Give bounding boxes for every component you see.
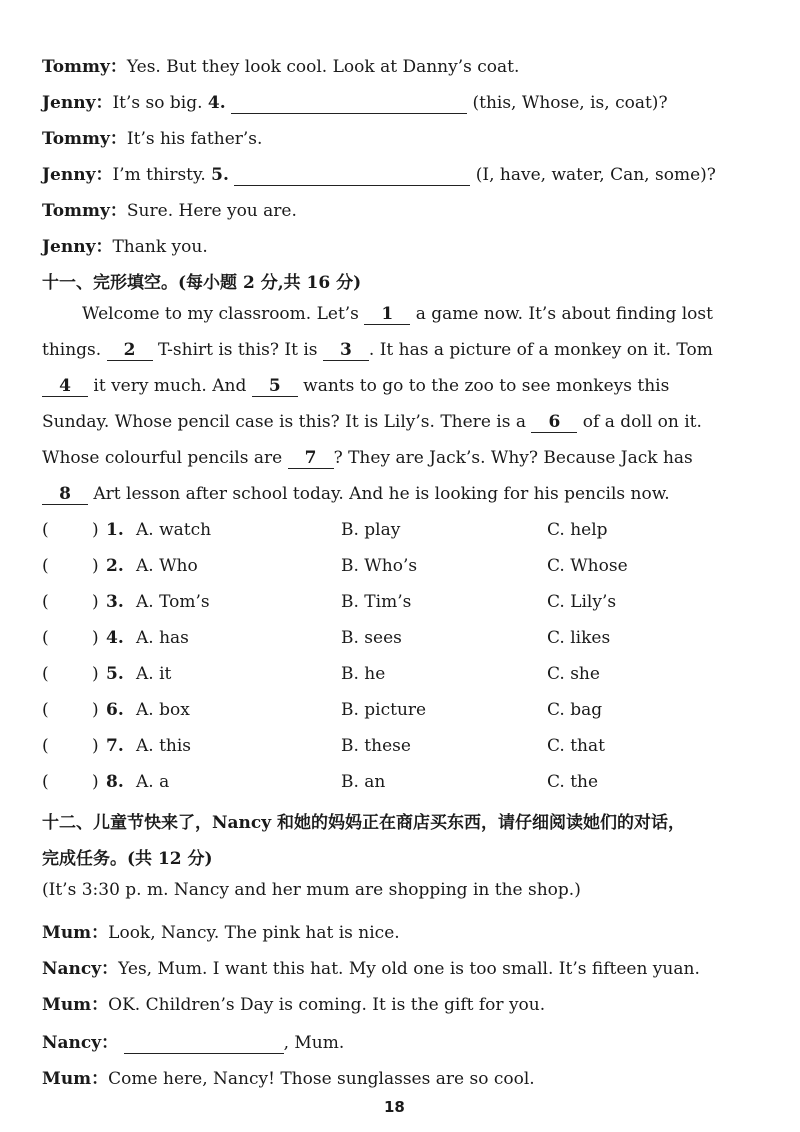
dialogue-line: Mum：Look, Nancy. The pink hat is nice. [42,923,400,943]
option-c: C. Whose [547,556,628,576]
question-number: 5. [211,165,229,185]
word-hint: (I, have, water, Can, some)? [475,165,716,185]
dialogue-line: Nancy：Yes, Mum. I want this hat. My old one is too small. It’s fifteen yuan. [42,959,700,979]
option-a: A. Who [136,556,198,576]
option-a: A. watch [136,520,212,540]
dialogue-line: Mum：Come here, Nancy! Those sunglasses are so cool. [42,1069,535,1089]
option-a: A. box [136,700,190,720]
dialogue-line: Nancy： , Mum. [42,1033,345,1053]
option-b: B. picture [341,700,427,720]
dialogue-line: Tommy：Sure. Here you are. [42,201,297,221]
line-text: Yes, Mum. I want this hat. My old one is too small. It’s fifteen yuan. [118,959,700,979]
dialogue-line: Tommy：Yes. But they look cool. Look at Danny’s coat. [42,57,520,77]
line-text: Thank you. [112,237,208,257]
dialogue-line: Mum：OK. Children’s Day is coming. It is the gift for you. [42,995,546,1015]
question-number: 2. [106,556,124,576]
answer-blank[interactable] [124,1033,284,1054]
answer-paren-open[interactable]: ( [42,772,49,792]
dialogue-line: Jenny：I’m thirsty. 5. (I, have, water, Can, some)? [42,165,716,185]
answer-paren-close[interactable]: ) [92,736,99,756]
cloze-line: 8 Art lesson after school today. And he is looking for his pencils now. [42,484,758,505]
option-c: C. likes [547,628,611,648]
option-c: C. that [547,736,605,756]
speaker: Jenny [42,165,96,185]
dialogue-line: Jenny：Thank you. [42,237,208,257]
answer-blank[interactable] [234,165,470,186]
cloze-blank[interactable]: 5 [252,376,298,397]
line-text: It’s his father’s. [126,129,263,149]
line-text: I’m thirsty. [112,165,206,185]
answer-paren-close[interactable]: ) [92,628,99,648]
question-number: 4. [207,93,226,113]
cloze-blank[interactable]: 6 [531,412,577,433]
page-number: 18 [384,1098,405,1116]
speaker: Tommy [42,57,110,77]
answer-paren-close[interactable]: ) [92,592,99,612]
cloze-line: things. 2 T-shirt is this? It is 3 . It has a picture of a monkey on it. Tom [42,340,713,360]
question-number: 6. [106,700,124,720]
cloze-blank[interactable]: 7 [288,448,334,469]
answer-paren-open[interactable]: ( [42,700,49,720]
answer-paren-open[interactable]: ( [42,520,49,540]
cloze-line: 4 it very much. And 5 wants to go to the zoo to see monkeys this [42,376,758,397]
speaker: Tommy [42,201,110,221]
option-c: C. help [547,520,608,540]
scene-intro: (It’s 3:30 p. m. Nancy and her mum are shopping in the shop.) [42,880,581,900]
option-b: B. play [341,520,401,540]
speaker: Nancy [42,1033,102,1053]
option-a: A. Tom’s [136,592,210,612]
answer-blank[interactable] [231,93,467,114]
answer-paren-open[interactable]: ( [42,592,49,612]
speaker: Nancy [42,959,102,979]
line-text: Come here, Nancy! Those sunglasses are so cool. [108,1069,535,1089]
speaker: Mum [42,923,92,943]
dialogue-line: Tommy：It’s his father’s. [42,129,263,149]
option-b: B. he [341,664,386,684]
answer-paren-open[interactable]: ( [42,556,49,576]
question-number: 7. [106,736,124,756]
question-number: 3. [106,592,124,612]
cloze-blank[interactable]: 3 [323,340,369,361]
section-12-title: 十二、儿童节快来了，Nancy 和她的妈妈正在商店买东西，请仔细阅读她们的对话， [42,813,686,833]
answer-paren-close[interactable]: ) [92,520,99,540]
cloze-blank[interactable]: 2 [107,340,153,361]
option-b: B. Tim’s [341,592,412,612]
option-b: B. sees [341,628,402,648]
section-11-title: 十一、完形填空。(每小题 2 分,共 16 分) [42,273,362,293]
cloze-blank[interactable]: 8 [42,484,88,505]
answer-paren-open[interactable]: ( [42,736,49,756]
cloze-line: Welcome to my classroom. Let’s 1 a game now. It’s about finding lost [82,304,713,324]
option-a: A. it [136,664,172,684]
answer-paren-close[interactable]: ) [92,556,99,576]
line-text: Look, Nancy. The pink hat is nice. [108,923,400,943]
option-b: B. an [341,772,386,792]
option-c: C. the [547,772,599,792]
speaker: Jenny [42,93,96,113]
option-c: C. she [547,664,600,684]
option-a: A. has [136,628,189,648]
question-number: 1. [106,520,124,540]
option-b: B. Who’s [341,556,418,576]
cloze-line: Sunday. Whose pencil case is this? It is Lily’s. There is a 6 of a doll on it. [42,412,702,432]
speaker: Mum [42,995,92,1015]
speaker: Mum [42,1069,92,1089]
dialogue-line: Jenny：It’s so big. 4. (this, Whose, is, coat)? [42,93,668,113]
line-text: Yes. But they look cool. Look at Danny’s coat. [126,57,520,77]
answer-paren-close[interactable]: ) [92,700,99,720]
speaker: Jenny [42,237,96,257]
answer-paren-close[interactable]: ) [92,772,99,792]
line-text: OK. Children’s Day is coming. It is the gift for you. [108,995,546,1015]
line-text: , Mum. [283,1033,345,1053]
option-c: C. bag [547,700,603,720]
answer-paren-open[interactable]: ( [42,664,49,684]
question-number: 8. [106,772,124,792]
question-number: 4. [106,628,124,648]
line-text: It’s so big. [112,93,203,113]
option-b: B. these [341,736,411,756]
option-a: A. this [136,736,192,756]
cloze-blank[interactable]: 4 [42,376,88,397]
speaker: Tommy [42,129,110,149]
word-hint: (this, Whose, is, coat)? [472,93,668,113]
answer-paren-close[interactable]: ) [92,664,99,684]
line-text: Sure. Here you are. [126,201,297,221]
question-number: 5. [106,664,124,684]
section-12-title-cont: 完成任务。(共 12 分) [42,849,213,869]
answer-paren-open[interactable]: ( [42,628,49,648]
cloze-line: Whose colourful pencils are 7 ? They are Jack’s. Why? Because Jack has [42,448,693,468]
option-c: C. Lily’s [547,592,617,612]
option-a: A. a [136,772,170,792]
cloze-blank[interactable]: 1 [364,304,410,325]
